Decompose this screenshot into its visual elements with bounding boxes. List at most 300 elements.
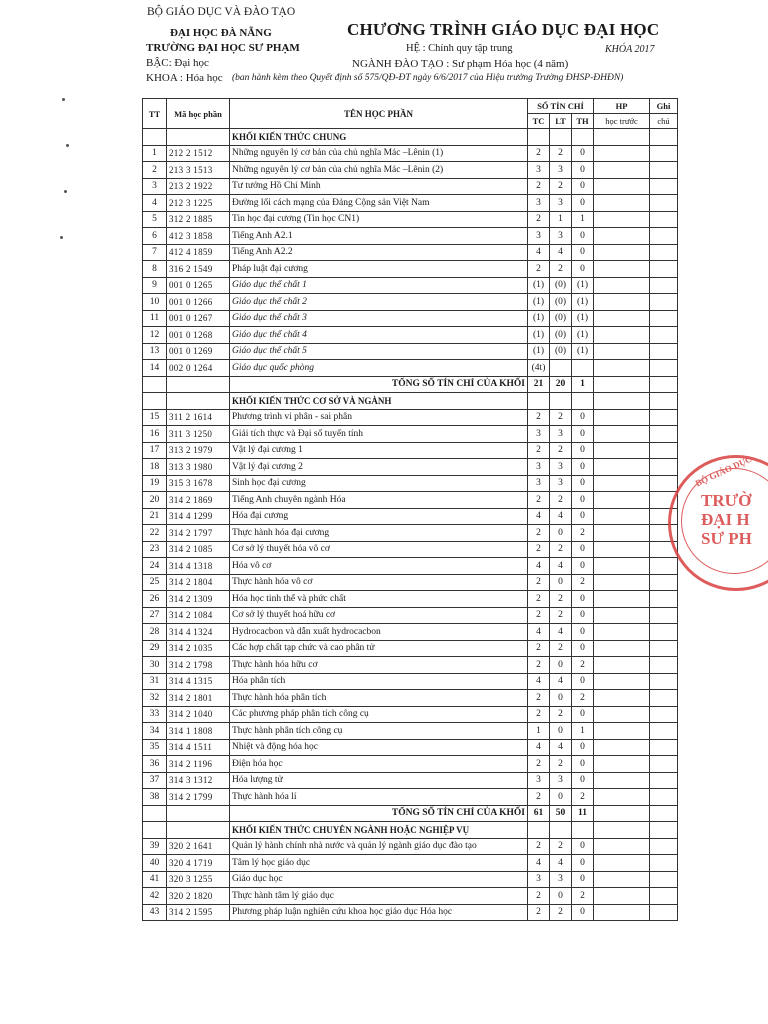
table-header bbox=[143, 99, 678, 129]
course-code: 314 3 1312 bbox=[167, 772, 230, 789]
credits-theory: 4 bbox=[550, 739, 572, 756]
empty-cell bbox=[167, 129, 230, 146]
credits-total: 4 bbox=[528, 739, 550, 756]
total-row bbox=[143, 376, 678, 393]
prerequisite-cell bbox=[594, 310, 650, 327]
table-row bbox=[143, 442, 678, 459]
course-name: Vật lý đại cương 2 bbox=[230, 459, 528, 476]
credits-practice: 0 bbox=[572, 739, 594, 756]
prerequisite-cell bbox=[594, 574, 650, 591]
credits-practice: 2 bbox=[572, 690, 594, 707]
note-cell bbox=[650, 756, 678, 773]
table-row bbox=[143, 723, 678, 740]
row-number: 29 bbox=[143, 640, 167, 657]
credits-theory: 4 bbox=[550, 624, 572, 641]
credits-total: 2 bbox=[528, 541, 550, 558]
course-name: Sinh học đại cương bbox=[230, 475, 528, 492]
empty-cell bbox=[594, 129, 650, 146]
credits-total: 4 bbox=[528, 508, 550, 525]
row-number: 30 bbox=[143, 657, 167, 674]
note-cell bbox=[650, 409, 678, 426]
credits-total: 3 bbox=[528, 426, 550, 443]
course-code: 312 2 1885 bbox=[167, 211, 230, 228]
credits-theory: 3 bbox=[550, 871, 572, 888]
row-number: 31 bbox=[143, 673, 167, 690]
course-code: 314 4 1299 bbox=[167, 508, 230, 525]
row-number: 19 bbox=[143, 475, 167, 492]
credits-total: 2 bbox=[528, 211, 550, 228]
prerequisite-cell bbox=[594, 657, 650, 674]
document-title: CHƯƠNG TRÌNH GIÁO DỤC ĐẠI HỌC bbox=[347, 20, 660, 39]
course-code: 314 4 1324 bbox=[167, 624, 230, 641]
course-name: Điện hóa học bbox=[230, 756, 528, 773]
prerequisite-cell bbox=[594, 327, 650, 344]
note-cell bbox=[650, 574, 678, 591]
empty-cell bbox=[550, 129, 572, 146]
credits-practice: 0 bbox=[572, 178, 594, 195]
course-name: Giáo dục quốc phòng bbox=[230, 360, 528, 377]
credits-practice: 2 bbox=[572, 574, 594, 591]
table-row bbox=[143, 508, 678, 525]
credits-theory: 2 bbox=[550, 492, 572, 509]
note-cell bbox=[650, 624, 678, 641]
note-cell bbox=[650, 327, 678, 344]
credits-theory: 4 bbox=[550, 855, 572, 872]
credits-theory: 2 bbox=[550, 640, 572, 657]
credits-total: 4 bbox=[528, 624, 550, 641]
credits-practice: 0 bbox=[572, 838, 594, 855]
course-name: Những nguyên lý cơ bản của chủ nghĩa Mác –Lênin (1) bbox=[230, 145, 528, 162]
credits-theory: 0 bbox=[550, 574, 572, 591]
table-row bbox=[143, 475, 678, 492]
table-row bbox=[143, 739, 678, 756]
course-code: 314 4 1511 bbox=[167, 739, 230, 756]
credits-practice: 0 bbox=[572, 855, 594, 872]
credits-theory: 2 bbox=[550, 409, 572, 426]
credits-practice: 0 bbox=[572, 706, 594, 723]
row-number: 39 bbox=[143, 838, 167, 855]
course-code: 311 3 1250 bbox=[167, 426, 230, 443]
table-row bbox=[143, 838, 678, 855]
section-row bbox=[143, 393, 678, 410]
credits-theory: 2 bbox=[550, 178, 572, 195]
empty-cell bbox=[528, 129, 550, 146]
empty-cell bbox=[572, 822, 594, 839]
note-cell bbox=[650, 607, 678, 624]
total-lt: 50 bbox=[550, 805, 572, 822]
credits-practice: 0 bbox=[572, 756, 594, 773]
note-cell bbox=[650, 195, 678, 212]
table-row bbox=[143, 145, 678, 162]
ministry-name: BỘ GIÁO DỤC VÀ ĐÀO TẠO bbox=[147, 6, 296, 18]
credits-total: (4t) bbox=[528, 360, 550, 377]
credits-practice: 0 bbox=[572, 591, 594, 608]
note-cell bbox=[650, 772, 678, 789]
credits-practice: 1 bbox=[572, 723, 594, 740]
total-th: 1 bbox=[572, 376, 594, 393]
prerequisite-cell bbox=[594, 459, 650, 476]
table-row bbox=[143, 772, 678, 789]
note-cell bbox=[650, 871, 678, 888]
table-row bbox=[143, 459, 678, 476]
prerequisite-cell bbox=[594, 871, 650, 888]
course-code: 314 2 1799 bbox=[167, 789, 230, 806]
credits-practice: 0 bbox=[572, 558, 594, 575]
credits-practice: 0 bbox=[572, 162, 594, 179]
prerequisite-cell bbox=[594, 442, 650, 459]
course-code: 001 0 1269 bbox=[167, 343, 230, 360]
course-code: 316 2 1549 bbox=[167, 261, 230, 278]
prerequisite-cell bbox=[594, 904, 650, 921]
empty-cell bbox=[572, 393, 594, 410]
credits-practice: (1) bbox=[572, 294, 594, 311]
header-tt: TT bbox=[143, 99, 167, 129]
course-name: Thực hành tâm lý giáo dục bbox=[230, 888, 528, 905]
section-title: KHỐI KIẾN THỨC CHUYÊN NGÀNH HOẶC NGHIỆP VỤ bbox=[230, 822, 528, 839]
course-name: Giáo dục thể chất 5 bbox=[230, 343, 528, 360]
course-code: 314 2 1309 bbox=[167, 591, 230, 608]
credits-theory: (0) bbox=[550, 294, 572, 311]
row-number: 23 bbox=[143, 541, 167, 558]
table-row bbox=[143, 244, 678, 261]
row-number: 20 bbox=[143, 492, 167, 509]
prerequisite-cell bbox=[594, 409, 650, 426]
note-cell bbox=[650, 343, 678, 360]
credits-total: 2 bbox=[528, 442, 550, 459]
table-row bbox=[143, 706, 678, 723]
header-code: Mã học phần bbox=[167, 99, 230, 129]
credits-total: 2 bbox=[528, 789, 550, 806]
course-code: 313 2 1979 bbox=[167, 442, 230, 459]
prerequisite-cell bbox=[594, 294, 650, 311]
prerequisite-cell bbox=[594, 244, 650, 261]
course-name: Pháp luật đại cương bbox=[230, 261, 528, 278]
course-code: 213 2 1922 bbox=[167, 178, 230, 195]
course-name: Giải tích thực và Đại số tuyến tính bbox=[230, 426, 528, 443]
course-code: 314 2 1595 bbox=[167, 904, 230, 921]
course-code: 001 0 1267 bbox=[167, 310, 230, 327]
credits-theory: 3 bbox=[550, 772, 572, 789]
prerequisite-cell bbox=[594, 277, 650, 294]
course-code: 314 2 1085 bbox=[167, 541, 230, 558]
credits-theory: 4 bbox=[550, 673, 572, 690]
table-row bbox=[143, 195, 678, 212]
credits-practice: 0 bbox=[572, 442, 594, 459]
prerequisite-cell bbox=[594, 888, 650, 905]
scan-speck bbox=[66, 144, 69, 147]
prerequisite-cell bbox=[594, 723, 650, 740]
table-row bbox=[143, 211, 678, 228]
credits-theory bbox=[550, 360, 572, 377]
credits-total: 3 bbox=[528, 195, 550, 212]
table-row bbox=[143, 492, 678, 509]
credits-total: 3 bbox=[528, 475, 550, 492]
table-row bbox=[143, 409, 678, 426]
row-number: 24 bbox=[143, 558, 167, 575]
course-name: Quản lý hành chính nhà nước và quản lý ngành giáo dục đào tạo bbox=[230, 838, 528, 855]
course-code: 314 4 1318 bbox=[167, 558, 230, 575]
table-row bbox=[143, 343, 678, 360]
prerequisite-cell bbox=[594, 591, 650, 608]
credits-total: 2 bbox=[528, 145, 550, 162]
credits-total: 4 bbox=[528, 855, 550, 872]
credits-total: 2 bbox=[528, 888, 550, 905]
course-name: Tin học đại cương (Tin học CN1) bbox=[230, 211, 528, 228]
note-cell bbox=[650, 904, 678, 921]
table-row bbox=[143, 360, 678, 377]
note-cell bbox=[650, 360, 678, 377]
course-code: 412 4 1859 bbox=[167, 244, 230, 261]
row-number: 13 bbox=[143, 343, 167, 360]
note-cell bbox=[650, 673, 678, 690]
course-name: Vật lý đại cương 1 bbox=[230, 442, 528, 459]
credits-theory: 2 bbox=[550, 261, 572, 278]
prerequisite-cell bbox=[594, 178, 650, 195]
course-code: 314 2 1040 bbox=[167, 706, 230, 723]
table-row bbox=[143, 574, 678, 591]
course-code: 412 3 1858 bbox=[167, 228, 230, 245]
row-number: 40 bbox=[143, 855, 167, 872]
seal-line-1: TRƯỜ bbox=[701, 491, 752, 510]
row-number: 16 bbox=[143, 426, 167, 443]
empty-cell bbox=[594, 376, 650, 393]
credits-theory: 2 bbox=[550, 541, 572, 558]
course-name: Tiếng Anh chuyên ngành Hóa bbox=[230, 492, 528, 509]
course-name: Tư tưởng Hồ Chí Minh bbox=[230, 178, 528, 195]
credits-total: 2 bbox=[528, 640, 550, 657]
table-row bbox=[143, 558, 678, 575]
course-name: Hóa đại cương bbox=[230, 508, 528, 525]
curriculum-table bbox=[142, 98, 678, 921]
note-cell bbox=[650, 228, 678, 245]
row-number: 6 bbox=[143, 228, 167, 245]
note-cell bbox=[650, 855, 678, 872]
credits-total: 2 bbox=[528, 525, 550, 542]
credits-practice: (1) bbox=[572, 277, 594, 294]
course-name: Thực hành hóa vô cơ bbox=[230, 574, 528, 591]
course-name: Giáo dục thể chất 2 bbox=[230, 294, 528, 311]
course-name: Tâm lý học giáo dục bbox=[230, 855, 528, 872]
row-number: 9 bbox=[143, 277, 167, 294]
credits-practice: 0 bbox=[572, 145, 594, 162]
credits-theory: 0 bbox=[550, 888, 572, 905]
prerequisite-cell bbox=[594, 673, 650, 690]
credits-practice: 0 bbox=[572, 673, 594, 690]
prerequisite-cell bbox=[594, 426, 650, 443]
empty-cell bbox=[594, 805, 650, 822]
credits-practice: 0 bbox=[572, 426, 594, 443]
prerequisite-cell bbox=[594, 838, 650, 855]
note-cell bbox=[650, 294, 678, 311]
row-number: 2 bbox=[143, 162, 167, 179]
table-row bbox=[143, 607, 678, 624]
row-number: 17 bbox=[143, 442, 167, 459]
course-year: KHÓA 2017 bbox=[605, 44, 655, 55]
empty-cell bbox=[528, 393, 550, 410]
credits-practice: 0 bbox=[572, 871, 594, 888]
course-name: Giáo dục học bbox=[230, 871, 528, 888]
course-code: 320 3 1255 bbox=[167, 871, 230, 888]
credits-practice: 2 bbox=[572, 789, 594, 806]
course-code: 311 2 1614 bbox=[167, 409, 230, 426]
course-name: Thực hành hóa đại cương bbox=[230, 525, 528, 542]
table-row bbox=[143, 591, 678, 608]
note-cell bbox=[650, 888, 678, 905]
note-cell bbox=[650, 690, 678, 707]
credits-total: (1) bbox=[528, 327, 550, 344]
course-code: 314 2 1084 bbox=[167, 607, 230, 624]
empty-cell bbox=[528, 822, 550, 839]
table-row bbox=[143, 294, 678, 311]
header-note: Ghi bbox=[650, 99, 678, 114]
course-code: 315 3 1678 bbox=[167, 475, 230, 492]
prerequisite-cell bbox=[594, 756, 650, 773]
empty-cell bbox=[143, 805, 167, 822]
credits-theory: 2 bbox=[550, 607, 572, 624]
education-level: BẬC: Đại học bbox=[146, 57, 209, 69]
credits-theory: 2 bbox=[550, 756, 572, 773]
row-number: 43 bbox=[143, 904, 167, 921]
empty-cell bbox=[143, 376, 167, 393]
credits-total: 3 bbox=[528, 871, 550, 888]
credits-total: 3 bbox=[528, 459, 550, 476]
total-label: TỔNG SỐ TÍN CHỈ CỦA KHỐI bbox=[230, 805, 528, 822]
empty-cell bbox=[650, 822, 678, 839]
row-number: 33 bbox=[143, 706, 167, 723]
empty-cell bbox=[167, 393, 230, 410]
credits-practice: 0 bbox=[572, 492, 594, 509]
total-label: TỔNG SỐ TÍN CHỈ CỦA KHỐI bbox=[230, 376, 528, 393]
section-row bbox=[143, 822, 678, 839]
table-row bbox=[143, 640, 678, 657]
note-cell bbox=[650, 145, 678, 162]
course-name: Thực hành hóa lí bbox=[230, 789, 528, 806]
credits-practice: (1) bbox=[572, 343, 594, 360]
empty-cell bbox=[594, 822, 650, 839]
row-number: 8 bbox=[143, 261, 167, 278]
course-name: Những nguyên lý cơ bản của chủ nghĩa Mác –Lênin (2) bbox=[230, 162, 528, 179]
credits-practice: 0 bbox=[572, 409, 594, 426]
course-code: 314 2 1797 bbox=[167, 525, 230, 542]
credits-theory: 4 bbox=[550, 558, 572, 575]
note-cell bbox=[650, 426, 678, 443]
course-name: Giáo dục thể chất 1 bbox=[230, 277, 528, 294]
course-name: Hóa phân tích bbox=[230, 673, 528, 690]
table-row bbox=[143, 261, 678, 278]
credits-theory: 4 bbox=[550, 244, 572, 261]
credits-total: 2 bbox=[528, 607, 550, 624]
credits-practice: (1) bbox=[572, 310, 594, 327]
credits-practice: 0 bbox=[572, 640, 594, 657]
note-cell bbox=[650, 723, 678, 740]
table-row bbox=[143, 756, 678, 773]
table-row bbox=[143, 178, 678, 195]
credits-total: 3 bbox=[528, 162, 550, 179]
credits-practice: 0 bbox=[572, 772, 594, 789]
row-number: 27 bbox=[143, 607, 167, 624]
empty-cell bbox=[650, 805, 678, 822]
course-name: Phương pháp luận nghiên cứu khoa học giáo dục Hóa học bbox=[230, 904, 528, 921]
credits-theory: (0) bbox=[550, 277, 572, 294]
header-hp-sub: học trước bbox=[594, 114, 650, 129]
credits-theory: 2 bbox=[550, 442, 572, 459]
row-number: 25 bbox=[143, 574, 167, 591]
course-code: 320 2 1820 bbox=[167, 888, 230, 905]
empty-cell bbox=[572, 129, 594, 146]
credits-theory: 2 bbox=[550, 838, 572, 855]
total-lt: 20 bbox=[550, 376, 572, 393]
credits-total: 3 bbox=[528, 772, 550, 789]
table-row bbox=[143, 789, 678, 806]
course-code: 314 2 1035 bbox=[167, 640, 230, 657]
table-row bbox=[143, 624, 678, 641]
note-cell bbox=[650, 310, 678, 327]
prerequisite-cell bbox=[594, 690, 650, 707]
credits-theory: (0) bbox=[550, 343, 572, 360]
course-code: 314 1 1808 bbox=[167, 723, 230, 740]
prerequisite-cell bbox=[594, 607, 650, 624]
table-row bbox=[143, 673, 678, 690]
prerequisite-cell bbox=[594, 492, 650, 509]
note-cell bbox=[650, 162, 678, 179]
credits-total: 2 bbox=[528, 591, 550, 608]
course-code: 314 2 1798 bbox=[167, 657, 230, 674]
credits-total: 4 bbox=[528, 244, 550, 261]
note-cell bbox=[650, 657, 678, 674]
credits-total: 2 bbox=[528, 756, 550, 773]
row-number: 4 bbox=[143, 195, 167, 212]
seal-line-2: ĐẠI H bbox=[701, 510, 750, 529]
major-name: NGÀNH ĐÀO TẠO : Sư phạm Hóa học (4 năm) bbox=[352, 58, 569, 70]
credits-total: 2 bbox=[528, 574, 550, 591]
course-name: Các hợp chất tạp chức và cao phân tử bbox=[230, 640, 528, 657]
note-cell bbox=[650, 706, 678, 723]
credits-practice: 2 bbox=[572, 657, 594, 674]
decree-note: (ban hành kèm theo Quyết định số 575/QĐ-ĐT ngày 6/6/2017 của Hiệu trưởng Trường ĐHSP-ĐHĐN) bbox=[232, 73, 624, 83]
scan-speck bbox=[64, 190, 67, 193]
credits-theory: 3 bbox=[550, 426, 572, 443]
credits-practice: 0 bbox=[572, 624, 594, 641]
credits-theory: 0 bbox=[550, 525, 572, 542]
credits-total: 4 bbox=[528, 673, 550, 690]
table-row bbox=[143, 228, 678, 245]
credits-total: 2 bbox=[528, 178, 550, 195]
prerequisite-cell bbox=[594, 558, 650, 575]
row-number: 42 bbox=[143, 888, 167, 905]
empty-cell bbox=[550, 822, 572, 839]
section-row bbox=[143, 129, 678, 146]
prerequisite-cell bbox=[594, 145, 650, 162]
prerequisite-cell bbox=[594, 789, 650, 806]
row-number: 28 bbox=[143, 624, 167, 641]
credits-theory: 4 bbox=[550, 508, 572, 525]
note-cell bbox=[650, 211, 678, 228]
credits-theory: 3 bbox=[550, 162, 572, 179]
row-number: 37 bbox=[143, 772, 167, 789]
credits-practice: 2 bbox=[572, 888, 594, 905]
scan-speck bbox=[62, 98, 65, 101]
credits-total: 2 bbox=[528, 838, 550, 855]
credits-total: 4 bbox=[528, 558, 550, 575]
credits-practice: 0 bbox=[572, 607, 594, 624]
row-number: 41 bbox=[143, 871, 167, 888]
course-code: 001 0 1265 bbox=[167, 277, 230, 294]
section-title: KHỐI KIẾN THỨC CHUNG bbox=[230, 129, 528, 146]
credits-theory: 2 bbox=[550, 591, 572, 608]
course-code: 314 2 1801 bbox=[167, 690, 230, 707]
faculty-name: KHOA : Hóa học bbox=[146, 72, 223, 84]
course-code: 313 3 1980 bbox=[167, 459, 230, 476]
